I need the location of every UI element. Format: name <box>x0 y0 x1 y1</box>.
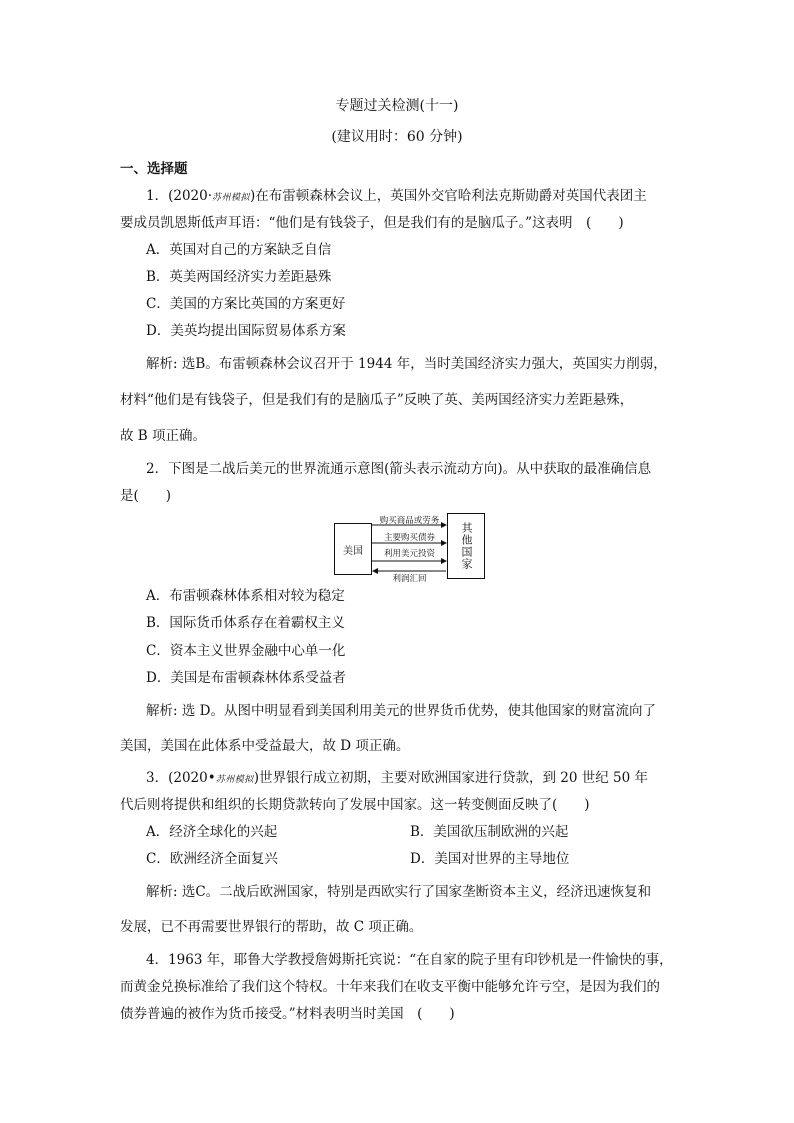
question-3-analysis-line-2: 发展，已不再需要世界银行的帮助，故 C 项正确。 <box>120 919 423 935</box>
question-1-option-b: B．英美两国经济实力差距悬殊 <box>146 269 332 285</box>
question-1-source: 苏州模拟 <box>212 193 251 203</box>
question-1-option-a: A．英国对自己的方案缺乏自信 <box>146 242 332 258</box>
question-2-analysis-line-2: 美国，美国在此体系中受益最大，故 D 项正确。 <box>120 738 410 754</box>
question-3-option-c: C．欧洲经济全面复兴 <box>146 851 278 867</box>
question-2-analysis-line-1: 解析: 选 D。从图中明显看到美国利用美元的世界货币优势，使其他国家的财富流向了 <box>146 703 656 719</box>
question-2-option-a: A．布雷顿森林体系相对较为稳定 <box>146 588 345 604</box>
question-1-analysis-line-3: 故 B 项正确。 <box>120 428 207 444</box>
page-subtitle: (建议用时：60 分钟) <box>331 129 463 145</box>
question-3-stem-text: )世界银行成立初期，主要对欧洲国家进行贷款，到 20 世纪 50 年 <box>253 770 648 786</box>
section-heading: 一、选择题 <box>120 161 188 177</box>
question-2-stem-line-2: 是( ) <box>120 488 172 504</box>
label-dollar-investment: 利用美元投资 <box>383 549 435 559</box>
question-3-number: 3．(2020• <box>146 770 216 786</box>
question-1-stem-line-1 <box>146 187 647 207</box>
question-3-option-b: B．美国欲压制欧洲的兴起 <box>410 824 569 840</box>
question-4-stem-line-2: 而黄金兑换标准给了我们这个特权。十年来我们在收支平衡中能够允许亏空，是因为我们的 <box>120 979 660 995</box>
question-3-analysis-line-1: 解析: 选C。二战后欧洲国家，特别是西欧实行了国家垄断资本主义，经济迅速恢复和 <box>146 884 652 900</box>
question-3-option-a: A．经济全球化的兴起 <box>146 824 278 840</box>
question-3-option-d: D．美国对世界的主导地位 <box>410 851 570 867</box>
question-4-stem-line-3: 债券普遍的被作为货币接受。”材料表明当时美国 ( ) <box>120 1006 455 1022</box>
dollar-flow-diagram <box>334 513 486 584</box>
label-profit-return: 利润汇回 <box>392 574 427 584</box>
question-2-stem-line-1: 2．下图是二战后美元的世界流通示意图(箭头表示流动方向)。从中获取的最准确信息 <box>146 461 652 477</box>
question-2-option-b: B．国际货币体系存在着霸权主义 <box>146 615 345 631</box>
label-purchase-bonds: 主要购买债券 <box>383 533 435 543</box>
question-3-source: 苏州模拟 <box>215 775 254 785</box>
box-usa: 美国 <box>334 523 372 575</box>
question-1-option-c: C．美国的方案比英国的方案更好 <box>146 296 346 312</box>
question-1-number: 1．(2020· <box>146 188 213 204</box>
question-1-analysis-line-2: 材料“他们是有钱袋子，但是我们有的是脑瓜子”反映了英、美两国经济实力差距悬殊， <box>120 392 634 408</box>
question-2-option-d: D．美国是布雷顿森林体系受益者 <box>146 670 346 686</box>
question-3-stem-line-2: 代后则将提供和组织的长期贷款转向了发展中国家。这一转变侧面反映了( ) <box>120 797 590 813</box>
page-title: 专题过关检测(十一) <box>335 98 459 114</box>
box-other-countries: 其他国家 <box>447 513 485 579</box>
label-purchase-goods: 购买商品或劳务 <box>379 516 440 526</box>
question-3-stem-line-1 <box>146 769 648 789</box>
question-1-stem-text: )在布雷顿森林会议上，英国外交官哈利法克斯勋爵对英国代表团主 <box>250 188 647 204</box>
question-2-option-c: C．资本主义世界金融中心单一化 <box>146 643 346 659</box>
question-4-stem-line-1: 4．1963 年，耶鲁大学教授詹姆斯托宾说：“在自家的院子里有印钞机是一件愉快的事， <box>146 952 673 968</box>
question-1-analysis-line-1: 解析: 选B。布雷顿森林会议召开于 1944 年，当时美国经济实力强大，英国实力削弱， <box>146 356 667 372</box>
question-1-option-d: D．美英均提出国际贸易体系方案 <box>146 323 346 339</box>
question-1-stem-line-2: 要成员凯恩斯低声耳语：“他们是有钱袋子，但是我们有的是脑瓜子。”这表明 ( ) <box>120 215 624 231</box>
